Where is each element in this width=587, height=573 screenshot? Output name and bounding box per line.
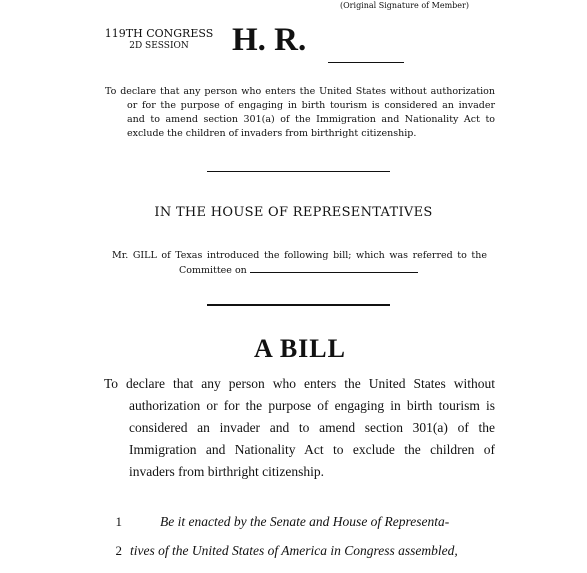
session-label: 2D SESSION: [129, 41, 189, 51]
introduction-statement: [112, 249, 487, 278]
house-heading: IN THE HOUSE OF REPRESENTATIVES: [154, 205, 433, 220]
enacting-clause-line: tives of the United States of America in Congress assembled,: [130, 543, 458, 558]
line-number: 2: [115, 543, 122, 558]
enacting-clause-line: Be it enacted by the Senate and House of Representa-: [160, 514, 450, 529]
introduction-text: Mr. GILL of Texas introduced the following bill; which was referred to the Committee on: [112, 250, 487, 276]
divider-rule: [207, 171, 390, 172]
committee-blank: [250, 263, 418, 273]
line-number: 1: [115, 514, 122, 529]
bill-caption: To declare that any person who enters the United States without authorization or for the purpose of engaging in birth tourism is considered an invader and to amend section 301(a) of the Immigration and Nationality Act to exclude the children of invaders from birthright citizenship.: [105, 86, 495, 139]
original-signature-note: (Original Signature of Member): [340, 1, 469, 10]
bill-number-blank: [328, 62, 404, 63]
bill-number: H. R.: [232, 22, 307, 58]
congress-label: 119TH CONGRESS: [104, 27, 214, 40]
divider-rule-thick: [207, 304, 390, 306]
congress-session-block: [103, 27, 215, 53]
bill-purpose: To declare that any person who enters the United States without authorization or for the purpose of engaging in birth tourism is considered an invader and to amend section 301(a) of the Immigration and Nationality Act to exclude the children of invaders from birthright citizenship.: [104, 376, 495, 479]
bill-title: A BILL: [254, 334, 346, 363]
